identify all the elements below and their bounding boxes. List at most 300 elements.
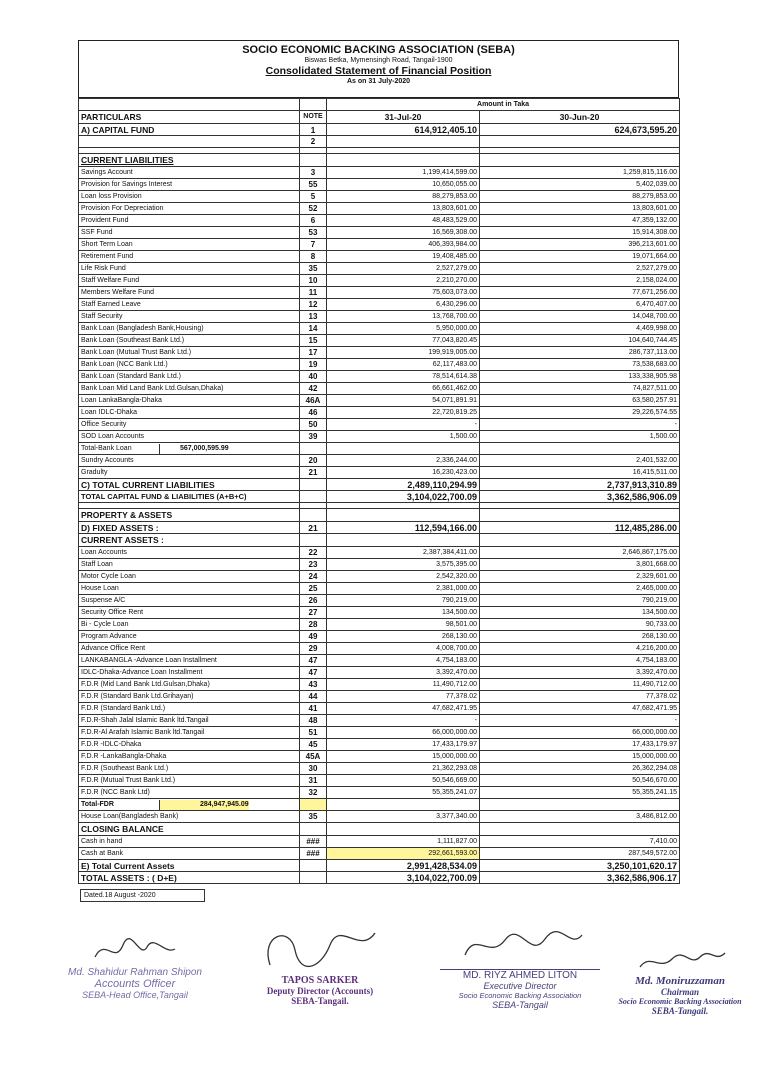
row-note: 49 xyxy=(300,631,327,643)
table-row xyxy=(79,559,680,571)
value-30-jun-20: 66,000,000.00 xyxy=(480,727,680,739)
section-title: PROPERTY & ASSETS xyxy=(79,509,300,522)
table-row xyxy=(79,395,680,407)
value-31-jul-20: - xyxy=(327,419,480,431)
value-31-jul-20: 15,000,000.00 xyxy=(327,751,480,763)
table-row xyxy=(79,371,680,383)
table-row xyxy=(79,467,680,479)
value-31-jul-20: 55,355,241.07 xyxy=(327,787,480,799)
value-30-jun-20: 47,359,132.00 xyxy=(480,215,680,227)
value-30-jun-20: 77,671,256.00 xyxy=(480,287,680,299)
value-31-jul-20: 17,433,179.97 xyxy=(327,739,480,751)
row-label: Loan Accounts xyxy=(79,547,300,559)
row-note: 25 xyxy=(300,583,327,595)
table-cell xyxy=(480,136,680,148)
row-label: Provident Fund xyxy=(79,215,300,227)
column-header-row xyxy=(79,111,680,124)
row-label: Staff Earned Leave xyxy=(79,299,300,311)
value-31-jul-20: 21,362,293.08 xyxy=(327,763,480,775)
row-note: 35 xyxy=(300,811,327,823)
total-label: TOTAL CAPITAL FUND & LIABILITIES (A+B+C) xyxy=(79,491,300,503)
table-cell xyxy=(480,823,680,836)
table-row xyxy=(79,739,680,751)
row-label: A) CAPITAL FUND xyxy=(79,124,300,136)
table-cell xyxy=(480,534,680,547)
table-row xyxy=(79,275,680,287)
table-cell xyxy=(327,154,480,167)
value-30-jun-20: 29,226,574.55 xyxy=(480,407,680,419)
table-row xyxy=(79,775,680,787)
value-31-jul-20: 50,546,669.00 xyxy=(327,775,480,787)
table-cell xyxy=(300,479,327,491)
row-note: 5 xyxy=(300,191,327,203)
table-row xyxy=(79,124,680,136)
value-30-jun-20: 16,415,511.00 xyxy=(480,467,680,479)
value-31-jul-20: 2,210,270.00 xyxy=(327,275,480,287)
table-cell xyxy=(327,534,480,547)
statement-date: As on 31 July-2020 xyxy=(346,78,411,85)
value-31-jul-20: 2,489,110,294.99 xyxy=(327,479,480,491)
value-31-jul-20: 47,682,471.95 xyxy=(327,703,480,715)
value-31-jul-20: 62,117,483.00 xyxy=(327,359,480,371)
value-31-jul-20: 98,501.00 xyxy=(327,619,480,631)
row-label: Bank Loan (Southeast Bank Ltd.) xyxy=(79,335,300,347)
subtotal-row xyxy=(79,799,680,811)
table-cell xyxy=(300,534,327,547)
row-label: F.D.R (Mutual Trust Bank Ltd.) xyxy=(79,775,300,787)
table-row xyxy=(79,811,680,823)
row-label: F.D.R (Mid Land Bank Ltd.Gulsan,Dhaka) xyxy=(79,679,300,691)
row-note: 7 xyxy=(300,239,327,251)
table-row xyxy=(79,335,680,347)
value-31-jul-20: 77,043,820.45 xyxy=(327,335,480,347)
row-label: F.D.R (NCC Bank Ltd) xyxy=(79,787,300,799)
row-note: 21 xyxy=(300,467,327,479)
table-row xyxy=(79,215,680,227)
row-label: Savings Account xyxy=(79,167,300,179)
handwritten-signature xyxy=(85,935,185,967)
row-label: D) FIXED ASSETS : xyxy=(79,522,300,534)
table-row xyxy=(79,203,680,215)
row-label: Loan LankaBangla-Dhaka xyxy=(79,395,300,407)
row-note: 21 xyxy=(300,522,327,534)
value-30-jun-20: 3,250,101,620.17 xyxy=(480,860,680,872)
row-note: 42 xyxy=(300,383,327,395)
row-label: TOTAL ASSETS : ( D+E) xyxy=(79,872,300,884)
table-row xyxy=(79,571,680,583)
row-label: LANKABANGLA -Advance Loan Installment xyxy=(79,655,300,667)
table-cell xyxy=(300,823,327,836)
value-30-jun-20: 133,338,905.98 xyxy=(480,371,680,383)
table-row xyxy=(79,383,680,395)
value-31-jul-20: 4,754,183.00 xyxy=(327,655,480,667)
table-row xyxy=(79,703,680,715)
value-31-jul-20: 2,991,428,534.09 xyxy=(327,860,480,872)
signer-office-2: SEBA-Tangail. xyxy=(651,1006,709,1016)
row-label: Bank Loan (Bangladesh Bank,Housing) xyxy=(79,323,300,335)
row-note: 55 xyxy=(300,179,327,191)
row-label: F.D.R -IDLC-Dhaka xyxy=(79,739,300,751)
subtotal-value: 567,000,595.99 xyxy=(159,444,229,454)
row-note: 12 xyxy=(300,299,327,311)
handwritten-signature xyxy=(250,925,390,975)
row-note: 47 xyxy=(300,655,327,667)
row-label: Life Risk Fund xyxy=(79,263,300,275)
value-31-jul-20: 19,408,485.00 xyxy=(327,251,480,263)
table-cell xyxy=(327,823,480,836)
row-note: 52 xyxy=(300,203,327,215)
table-row xyxy=(79,848,680,860)
value-31-jul-20: 5,950,000.00 xyxy=(327,323,480,335)
signature-accounts-officer xyxy=(55,935,215,1000)
row-note xyxy=(300,860,327,872)
row-note: 8 xyxy=(300,251,327,263)
table-row xyxy=(79,455,680,467)
signer-office: SEBA-Tangail. xyxy=(291,996,349,1006)
blank-cell xyxy=(300,99,327,111)
value-30-jun-20: 1,500.00 xyxy=(480,431,680,443)
value-30-jun-20: 112,485,286.00 xyxy=(480,522,680,534)
value-31-jul-20: 2,542,320.00 xyxy=(327,571,480,583)
row-label: Advance Office Rent xyxy=(79,643,300,655)
value-31-jul-20: - xyxy=(327,715,480,727)
table-cell: 2 xyxy=(300,136,327,148)
row-label: Bank Loan (NCC Bank Ltd.) xyxy=(79,359,300,371)
table-cell xyxy=(300,509,327,522)
row-note xyxy=(300,872,327,884)
table-cell xyxy=(300,799,327,811)
signer-office-2: SEBA-Tangail xyxy=(492,1000,548,1010)
table-row xyxy=(79,179,680,191)
statement-header xyxy=(78,40,679,98)
row-label: Staff Security xyxy=(79,311,300,323)
value-30-jun-20: 2,527,279.00 xyxy=(480,263,680,275)
value-30-jun-20: 5,402,039.00 xyxy=(480,179,680,191)
value-31-jul-20: 66,000,000.00 xyxy=(327,727,480,739)
value-30-jun-20: 4,469,998.00 xyxy=(480,323,680,335)
value-31-jul-20: 13,768,700.00 xyxy=(327,311,480,323)
value-30-jun-20: 26,362,294.08 xyxy=(480,763,680,775)
row-label: Loan loss Provision xyxy=(79,191,300,203)
total-row xyxy=(79,479,680,491)
row-note: 23 xyxy=(300,559,327,571)
signer-office: SEBA-Head Office,Tangail xyxy=(82,990,188,1000)
org-name: SOCIO ECONOMIC BACKING ASSOCIATION (SEBA) xyxy=(242,44,515,56)
row-label: Security Office Rent xyxy=(79,607,300,619)
signer-name: TAPOS SARKER xyxy=(281,975,359,986)
value-31-jul-20: 3,392,470.00 xyxy=(327,667,480,679)
total-fdr xyxy=(79,799,300,811)
row-label: Provision for Savings Interest xyxy=(79,179,300,191)
table-row xyxy=(79,522,680,534)
section-title: CURRENT ASSETS : xyxy=(79,534,300,547)
table-row xyxy=(79,347,680,359)
value-31-jul-20: 22,720,819.25 xyxy=(327,407,480,419)
table-row xyxy=(79,715,680,727)
table-row xyxy=(79,727,680,739)
table-cell xyxy=(300,491,327,503)
value-30-jun-20: 287,549,572.00 xyxy=(480,848,680,860)
table-row xyxy=(79,583,680,595)
row-label: Bank Loan (Standard Bank Ltd.) xyxy=(79,371,300,383)
table-cell xyxy=(79,136,300,148)
row-note: 41 xyxy=(300,703,327,715)
table-cell xyxy=(327,799,480,811)
value-30-jun-20: 88,279,853.00 xyxy=(480,191,680,203)
row-label: Staff Loan xyxy=(79,559,300,571)
section-heading xyxy=(79,534,680,547)
value-31-jul-20: 1,500.00 xyxy=(327,431,480,443)
table-row xyxy=(79,631,680,643)
table-cell xyxy=(480,154,680,167)
value-31-jul-20: 16,569,308.00 xyxy=(327,227,480,239)
value-31-jul-20: 4,008,700.00 xyxy=(327,643,480,655)
row-label: Short Term Loan xyxy=(79,239,300,251)
row-label: F.D.R (Standard Bank Ltd.Grihayan) xyxy=(79,691,300,703)
row-note: ### xyxy=(300,848,327,860)
signer-office: Socio Economic Backing Association xyxy=(618,997,742,1006)
col-30-jun-header: 30-Jun-20 xyxy=(480,111,680,124)
value-30-jun-20: 3,392,470.00 xyxy=(480,667,680,679)
signer-office: Socio Economic Backing Association xyxy=(458,991,582,1000)
dated-label: Dated.18 August -2020 xyxy=(80,889,205,902)
org-address: Biswas Betka, Mymensingh Road, Tangail-1900 xyxy=(304,57,453,64)
row-note: 10 xyxy=(300,275,327,287)
table-row xyxy=(79,263,680,275)
row-note: 13 xyxy=(300,311,327,323)
value-31-jul-20: 13,803,601.00 xyxy=(327,203,480,215)
value-31-jul-20: 134,500.00 xyxy=(327,607,480,619)
value-31-jul-20: 6,430,296.00 xyxy=(327,299,480,311)
value-30-jun-20: 55,355,241.15 xyxy=(480,787,680,799)
section-title: CLOSING BALANCE xyxy=(79,823,300,836)
signer-name: MD. RIYZ AHMED LITON xyxy=(440,969,600,981)
value-30-jun-20: 2,646,867,175.00 xyxy=(480,547,680,559)
value-31-jul-20: 16,230,423.00 xyxy=(327,467,480,479)
signature-chairman xyxy=(600,945,760,1016)
value-30-jun-20: 1,259,815,116.00 xyxy=(480,167,680,179)
table-cell xyxy=(480,509,680,522)
row-note: 11 xyxy=(300,287,327,299)
value-30-jun-20: 2,465,000.00 xyxy=(480,583,680,595)
row-note: 35 xyxy=(300,263,327,275)
table-row xyxy=(79,299,680,311)
value-31-jul-20: 1,111,827.00 xyxy=(327,836,480,848)
row-note: 46A xyxy=(300,395,327,407)
value-30-jun-20: 4,216,200.00 xyxy=(480,643,680,655)
table-cell xyxy=(300,154,327,167)
row-label: Sundry Accounts xyxy=(79,455,300,467)
row-label: F.D.R-Al Arafah Islamic Bank ltd.Tangail xyxy=(79,727,300,739)
value-31-jul-20: 3,377,340.00 xyxy=(327,811,480,823)
row-label: Bank Loan (Mutual Trust Bank Ltd.) xyxy=(79,347,300,359)
particulars-header: PARTICULARS xyxy=(79,111,300,124)
row-note: 45 xyxy=(300,739,327,751)
row-note: 50 xyxy=(300,419,327,431)
value-31-jul-20: 48,483,529.00 xyxy=(327,215,480,227)
value-30-jun-20: 3,486,812.00 xyxy=(480,811,680,823)
row-note: 6 xyxy=(300,215,327,227)
value-30-jun-20: 7,410.00 xyxy=(480,836,680,848)
value-30-jun-20: 2,158,024.00 xyxy=(480,275,680,287)
total-label: C) TOTAL CURRENT LIABILITIES xyxy=(79,479,300,491)
value-31-jul-20: 78,514,614.38 xyxy=(327,371,480,383)
row-note: 40 xyxy=(300,371,327,383)
table-row xyxy=(79,836,680,848)
value-31-jul-20: 406,393,984.00 xyxy=(327,239,480,251)
value-30-jun-20: 134,500.00 xyxy=(480,607,680,619)
table-cell xyxy=(327,136,480,148)
row-label: House Loan(Bangladesh Bank) xyxy=(79,811,300,823)
value-31-jul-20: 2,336,244.00 xyxy=(327,455,480,467)
row-note: 15 xyxy=(300,335,327,347)
value-31-jul-20: 614,912,405.10 xyxy=(327,124,480,136)
row-label: Suspense A/C xyxy=(79,595,300,607)
value-30-jun-20: 2,329,601.00 xyxy=(480,571,680,583)
row-note: 51 xyxy=(300,727,327,739)
row-label: Bank Loan Mid Land Bank Ltd.Gulsan,Dhaka) xyxy=(79,383,300,395)
value-31-jul-20: 54,071,891.91 xyxy=(327,395,480,407)
table-row xyxy=(79,643,680,655)
row-label: House Loan xyxy=(79,583,300,595)
amount-header: Amount in Taka xyxy=(327,99,680,111)
table-cell xyxy=(480,799,680,811)
row-note: 28 xyxy=(300,619,327,631)
signer-title: Deputy Director (Accounts) xyxy=(266,986,374,996)
value-31-jul-20: 3,104,022,700.09 xyxy=(327,491,480,503)
row-label: F.D.R -LankaBangla-Dhaka xyxy=(79,751,300,763)
row-note: 29 xyxy=(300,643,327,655)
table-row xyxy=(79,787,680,799)
row-note: 43 xyxy=(300,679,327,691)
value-30-jun-20: 15,000,000.00 xyxy=(480,751,680,763)
value-30-jun-20: 286,737,113.00 xyxy=(480,347,680,359)
row-note: 26 xyxy=(300,595,327,607)
table-row xyxy=(79,667,680,679)
subtotal-label: Total-FDR xyxy=(81,800,114,808)
table-row xyxy=(79,595,680,607)
value-30-jun-20: 19,071,664.00 xyxy=(480,251,680,263)
row-label: F.D.R-Shah Jalal Islamic Bank ltd.Tangail xyxy=(79,715,300,727)
table-row xyxy=(79,251,680,263)
row-label: Office Security xyxy=(79,419,300,431)
signature-deputy-director xyxy=(245,925,395,1006)
value-31-jul-20: 2,381,000.00 xyxy=(327,583,480,595)
row-label: Loan IDLC-Dhaka xyxy=(79,407,300,419)
value-31-jul-20: 2,387,384,411.00 xyxy=(327,547,480,559)
row-label: Motor Cycle Loan xyxy=(79,571,300,583)
row-note: ### xyxy=(300,836,327,848)
table-row xyxy=(79,191,680,203)
row-note: 3 xyxy=(300,167,327,179)
row-note: 39 xyxy=(300,431,327,443)
value-30-jun-20: 14,048,700.00 xyxy=(480,311,680,323)
row-note: 45A xyxy=(300,751,327,763)
blank-cell xyxy=(79,99,300,111)
signer-title: Chairman xyxy=(660,987,700,997)
row-label: F.D.R (Standard Bank Ltd.) xyxy=(79,703,300,715)
table-row xyxy=(79,239,680,251)
value-30-jun-20: 3,362,586,906.09 xyxy=(480,491,680,503)
table-row xyxy=(79,751,680,763)
value-31-jul-20: 10,650,055.00 xyxy=(327,179,480,191)
row-label: SSF Fund xyxy=(79,227,300,239)
table-row xyxy=(79,679,680,691)
value-30-jun-20: 3,801,668.00 xyxy=(480,559,680,571)
subtotal-row xyxy=(79,443,680,455)
row-label: Cash in hand xyxy=(79,836,300,848)
value-30-jun-20: 73,538,683.00 xyxy=(480,359,680,371)
value-30-jun-20: 63,580,257.91 xyxy=(480,395,680,407)
table-row xyxy=(79,359,680,371)
table-row xyxy=(79,227,680,239)
value-30-jun-20: 90,733.00 xyxy=(480,619,680,631)
value-30-jun-20: 47,682,471.95 xyxy=(480,703,680,715)
value-30-jun-20: 15,914,308.00 xyxy=(480,227,680,239)
table-row xyxy=(79,691,680,703)
value-31-jul-20: 3,104,022,700.09 xyxy=(327,872,480,884)
signature-executive-director xyxy=(440,925,600,1010)
row-note: 20 xyxy=(300,455,327,467)
value-30-jun-20: 2,737,913,310.89 xyxy=(480,479,680,491)
row-note: 46 xyxy=(300,407,327,419)
row-note: 14 xyxy=(300,323,327,335)
row-note: 1 xyxy=(300,124,327,136)
table-row xyxy=(79,167,680,179)
table-row xyxy=(79,407,680,419)
row-label: Members Welfare Fund xyxy=(79,287,300,299)
statement-table xyxy=(78,98,680,884)
row-label: Staff Welfare Fund xyxy=(79,275,300,287)
total-bank-loan xyxy=(79,443,300,455)
row-note: 17 xyxy=(300,347,327,359)
value-30-jun-20: 790,219.00 xyxy=(480,595,680,607)
value-30-jun-20: 50,546,670.00 xyxy=(480,775,680,787)
value-31-jul-20: 2,527,279.00 xyxy=(327,263,480,275)
value-30-jun-20: 74,827,511.00 xyxy=(480,383,680,395)
row-note: 53 xyxy=(300,227,327,239)
handwritten-signature xyxy=(450,925,590,969)
section-heading xyxy=(79,154,680,167)
signer-name: Md. Shahidur Rahman Shipon xyxy=(68,967,202,978)
value-30-jun-20: - xyxy=(480,419,680,431)
row-label: Gradulty xyxy=(79,467,300,479)
financial-statement-sheet xyxy=(78,40,679,883)
subtotal-label: Total-Bank Loan xyxy=(81,444,132,452)
subtotal-value: 284,947,945.09 xyxy=(159,800,249,810)
handwritten-signature xyxy=(630,945,730,975)
value-31-jul-20: 268,130.00 xyxy=(327,631,480,643)
value-31-jul-20: 3,575,395.00 xyxy=(327,559,480,571)
value-31-jul-20: 11,490,712.00 xyxy=(327,679,480,691)
row-note: 27 xyxy=(300,607,327,619)
table-row xyxy=(79,872,680,884)
row-note: 47 xyxy=(300,667,327,679)
value-30-jun-20: 13,803,601.00 xyxy=(480,203,680,215)
row-note: 19 xyxy=(300,359,327,371)
value-31-jul-20: 88,279,853.00 xyxy=(327,191,480,203)
value-31-jul-20: 112,594,166.00 xyxy=(327,522,480,534)
column-header-row xyxy=(79,99,680,111)
row-label: E) Total Current Assets xyxy=(79,860,300,872)
table-row xyxy=(79,419,680,431)
table-cell xyxy=(300,443,327,455)
table-row xyxy=(79,860,680,872)
signer-title: Accounts Officer xyxy=(94,978,176,990)
row-label: Cash at Bank xyxy=(79,848,300,860)
value-31-jul-20: 1,199,414,599.00 xyxy=(327,167,480,179)
table-row xyxy=(79,136,680,148)
